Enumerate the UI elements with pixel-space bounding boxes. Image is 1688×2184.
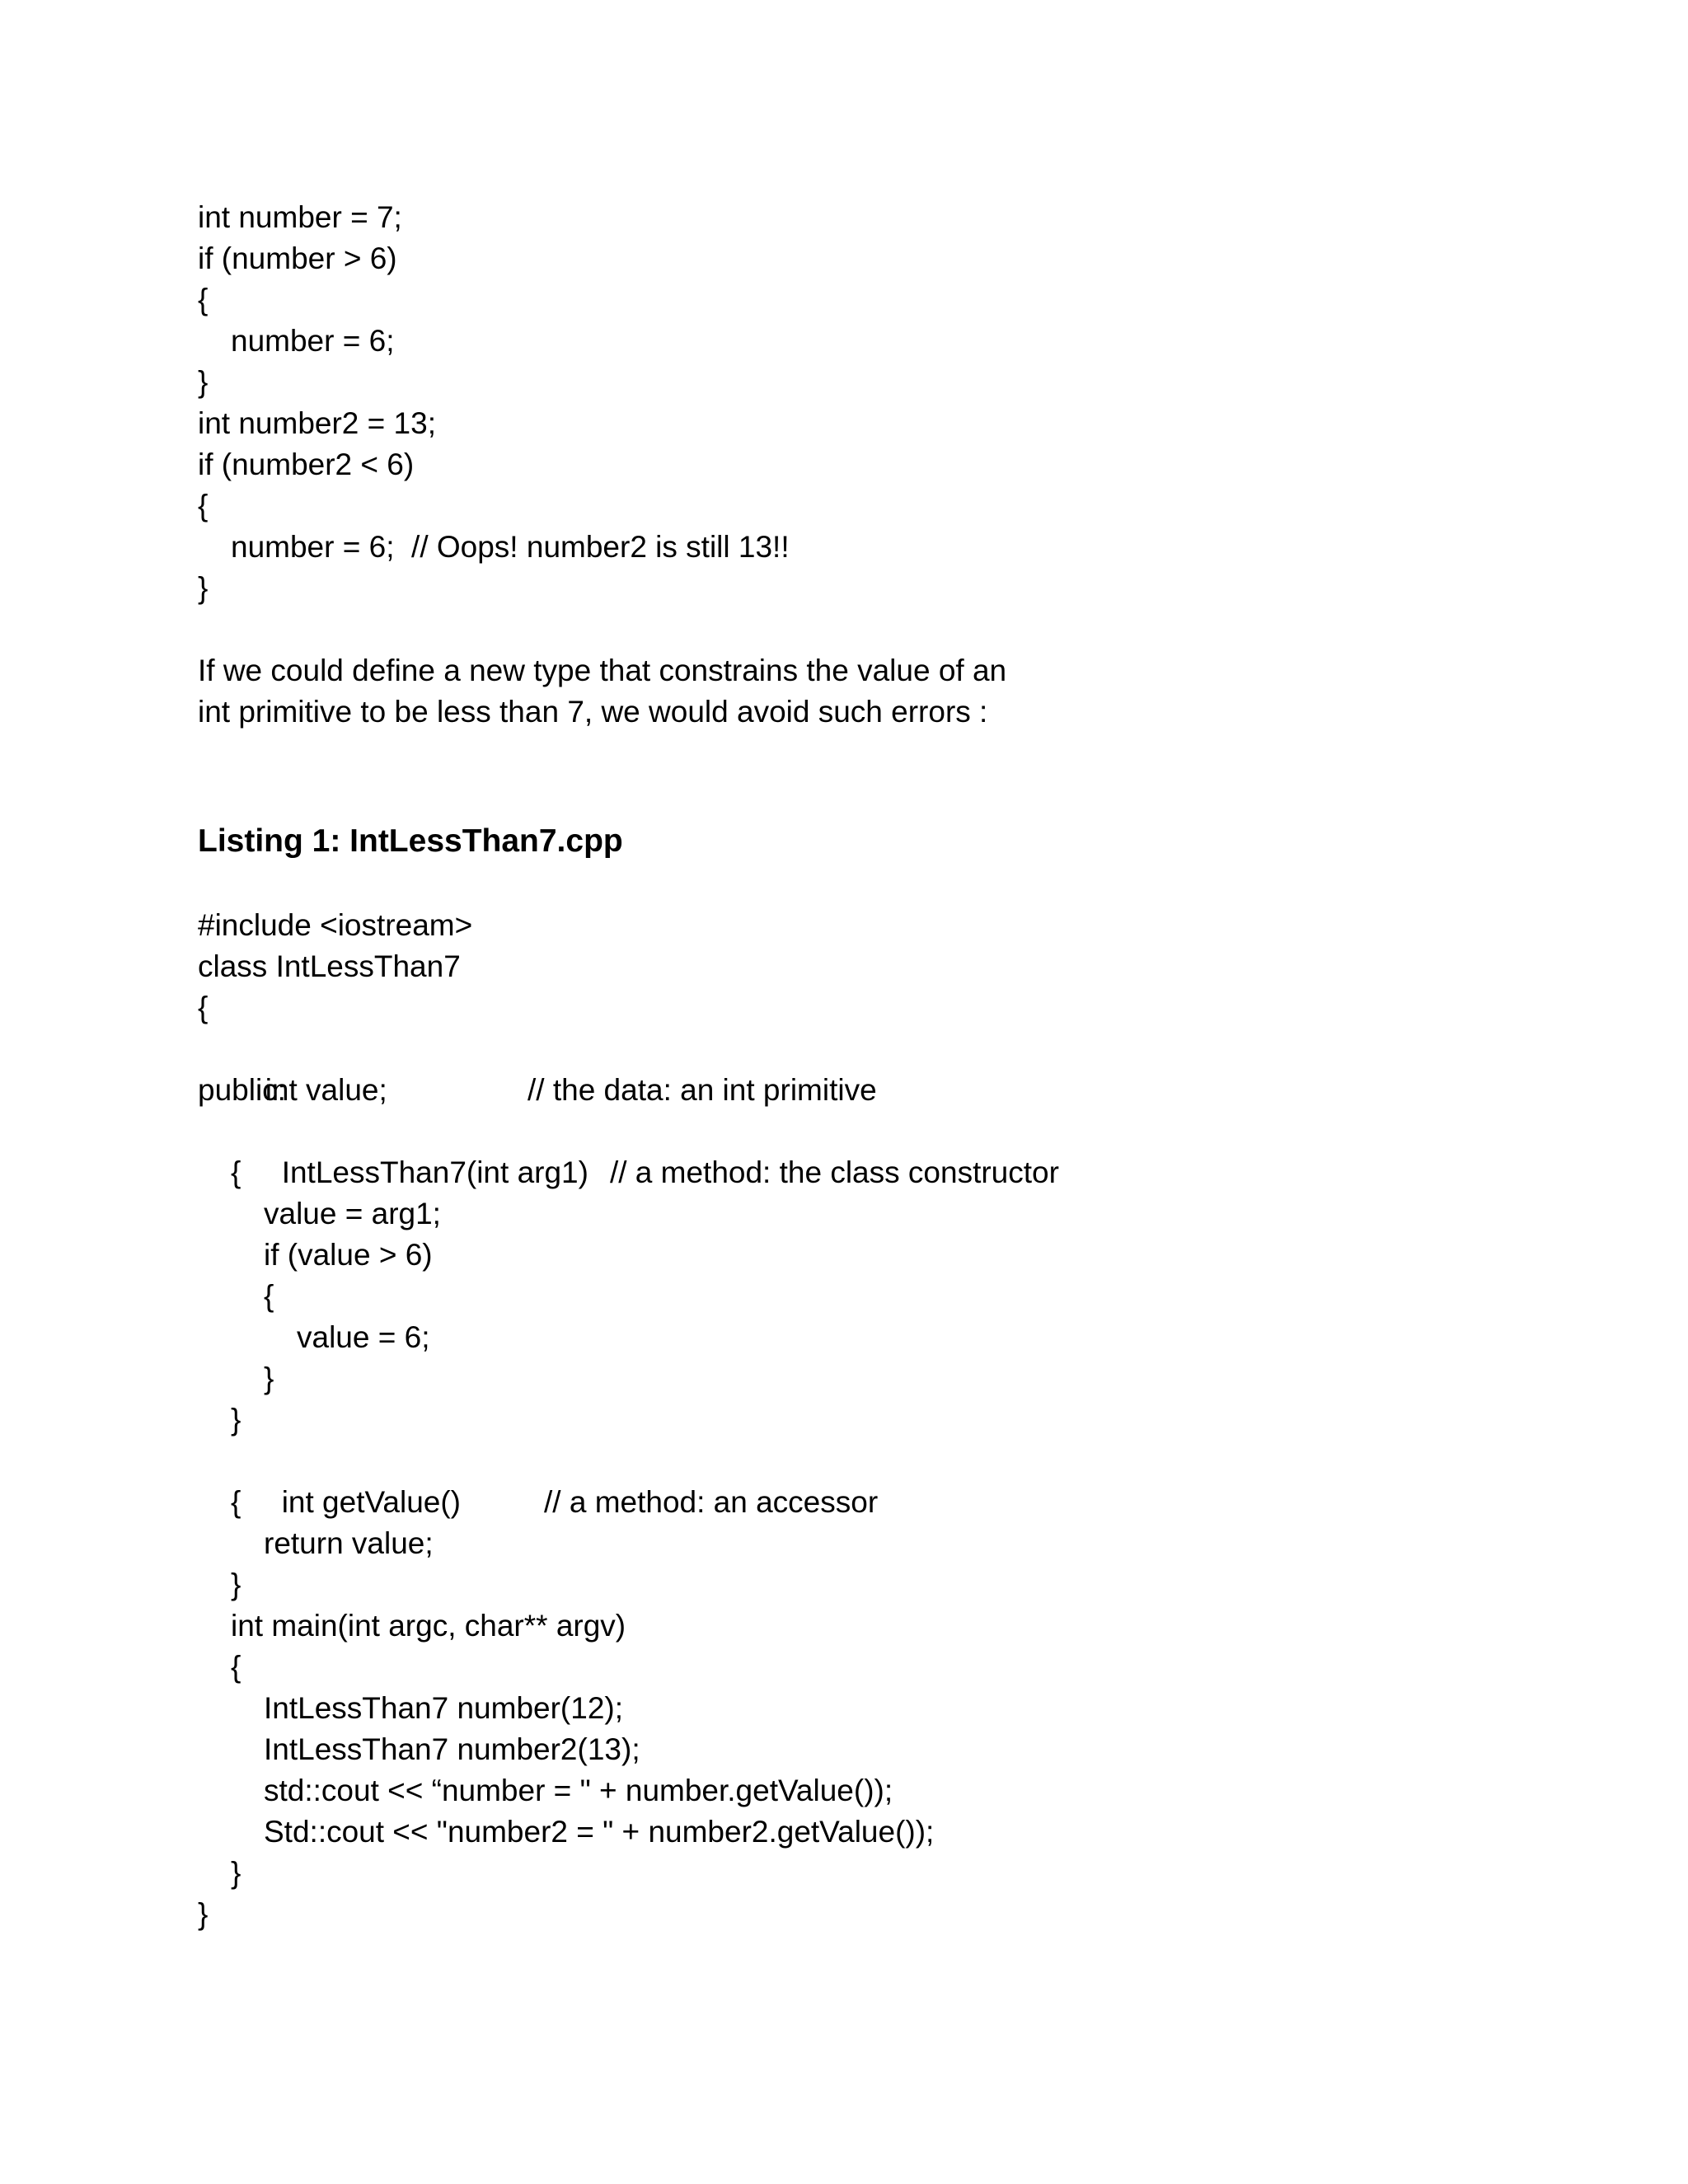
code-line: IntLessThan7 number2(13);: [264, 1732, 640, 1766]
code-comment: // the data: an int primitive: [528, 1073, 877, 1107]
code-line: }: [198, 571, 209, 605]
paragraph-line: If we could define a new type that constrains the value of an: [198, 654, 1007, 687]
code-line: {: [231, 1650, 241, 1684]
code-line: }: [198, 1897, 209, 1931]
code-line: [198, 1441, 1059, 1519]
listing-title: Listing 1: IntLessThan7.cpp: [198, 823, 623, 859]
code-line: }: [231, 1856, 241, 1890]
code-line: }: [264, 1361, 274, 1395]
code-line: value = 6;: [297, 1320, 430, 1354]
code-line: class IntLessThan7: [198, 949, 461, 983]
code-line: if (value > 6): [264, 1238, 433, 1272]
code-line: [198, 1111, 1059, 1189]
code-line: int number = 7;: [198, 200, 402, 234]
code-line: {: [198, 991, 209, 1024]
code-snippet-number-check: [198, 197, 790, 609]
explanatory-paragraph: [198, 650, 1434, 733]
code-line: value = arg1;: [264, 1197, 441, 1230]
code-listing-intlessthan7: [198, 905, 1059, 1935]
code-line: #include <iostream>: [198, 908, 473, 942]
code-line: }: [198, 365, 209, 399]
code-line: if (number > 6): [198, 241, 397, 275]
code-line: number = 6; // Oops! number2 is still 13!!: [231, 530, 790, 564]
code-line: return value;: [264, 1526, 434, 1560]
code-comment: // a method: the class constructor: [609, 1155, 1059, 1189]
code-line: }: [231, 1568, 241, 1601]
code-line: {: [231, 1485, 241, 1519]
code-line: {: [198, 489, 209, 523]
code-line: int main(int argc, char** argv): [231, 1609, 626, 1643]
code-line: int number2 = 13;: [198, 406, 436, 440]
code-line: {: [231, 1155, 241, 1189]
code-line: IntLessThan7 number(12);: [264, 1691, 624, 1725]
code-comment: // a method: an accessor: [544, 1485, 879, 1519]
code-text: int value;: [265, 1073, 387, 1107]
code-line: {: [198, 283, 209, 316]
code-text: IntLessThan7(int arg1): [281, 1155, 588, 1189]
code-line: if (number2 < 6): [198, 448, 415, 481]
code-line: number = 6;: [231, 324, 395, 358]
paragraph-line: int primitive to be less than 7, we would avoid such errors :: [198, 695, 988, 729]
code-text: int getValue(): [281, 1485, 462, 1519]
code-line: }: [231, 1403, 241, 1436]
code-line: Std::cout << "number2 = " + number2.getValue());: [264, 1815, 935, 1849]
code-line: public:: [198, 1073, 286, 1107]
code-line: {: [264, 1279, 274, 1313]
code-line: std::cout << “number = " + number.getValue());: [264, 1774, 893, 1807]
